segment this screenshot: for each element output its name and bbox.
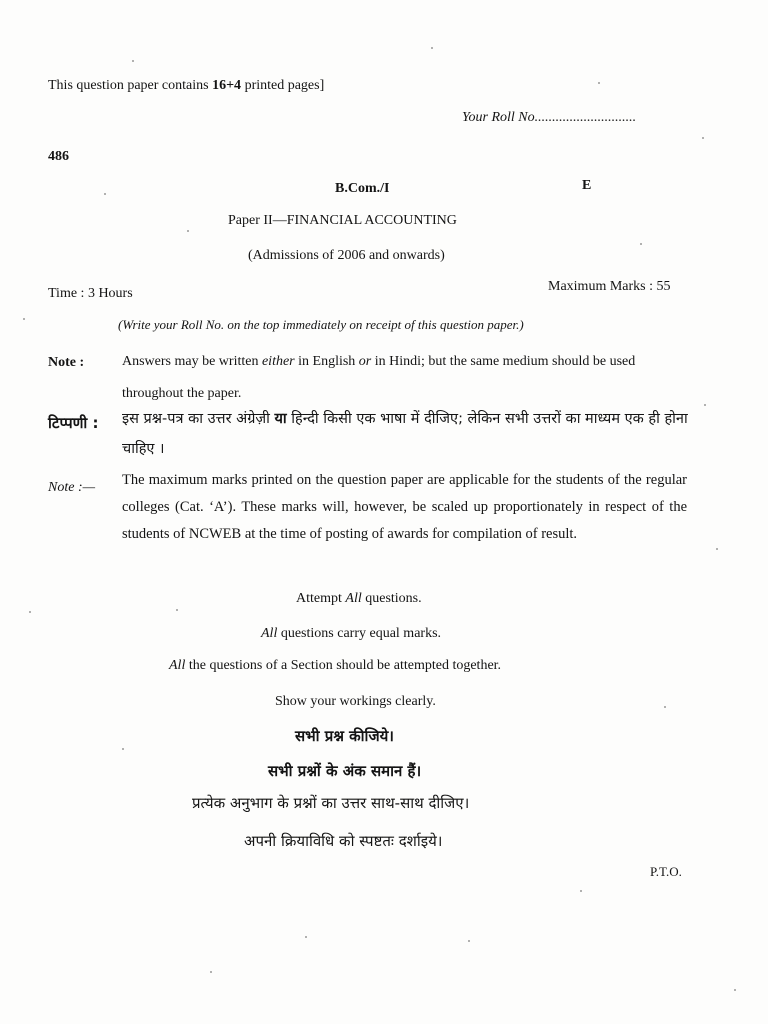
scan-speck (716, 548, 718, 550)
page-count-prefix: This question paper contains (48, 78, 213, 93)
attempt-text: questions. (361, 591, 422, 606)
scan-speck (305, 936, 307, 938)
page-count-number: 16+4 (212, 78, 242, 93)
page-count-suffix: printed pages] (241, 78, 325, 93)
scaling-note-label: Note :— (48, 480, 96, 495)
note-label: Note : (48, 355, 85, 370)
attempt-all-line (296, 591, 422, 607)
scan-speck (468, 940, 470, 942)
note-medium-text (122, 346, 692, 410)
section-together-line (169, 658, 501, 674)
course-name: B.Com./I (335, 181, 390, 196)
hindi-equal-marks-line: सभी प्रश्नों के अंक समान हैं। (268, 762, 422, 780)
roll-instruction: (Write your Roll No. on the top immediately on receipt of this question paper.) (118, 317, 524, 332)
note-text-part: Answers may be written (122, 354, 262, 369)
section-all-emph: All (169, 658, 186, 673)
scan-speck (431, 47, 433, 49)
hindi-note-text (122, 404, 702, 464)
scan-speck (702, 137, 704, 139)
scan-speck (23, 318, 25, 320)
note-text-part: in Hindi; but the same medium should be used throughout the paper. (122, 354, 636, 401)
paper-title: Paper II—FINANCIAL ACCOUNTING (228, 213, 457, 228)
admissions-note: (Admissions of 2006 and onwards) (248, 248, 445, 263)
equal-marks-text: questions carry equal marks. (277, 626, 442, 641)
scan-speck (187, 230, 189, 232)
paper-code: 486 (48, 149, 69, 164)
page-count-line (48, 78, 324, 94)
note-either: either (261, 354, 295, 369)
note-text-part: in English (294, 354, 359, 369)
hindi-show-workings-line: अपनी क्रियाविधि को स्पष्टतः दर्शाइये। (244, 832, 443, 850)
attempt-all-emph: All (345, 591, 362, 606)
attempt-text: Attempt (296, 591, 346, 606)
maximum-marks: Maximum Marks : 55 (548, 279, 671, 294)
hindi-note-part: हिन्दी किसी एक भाषा में दीजिए; लेकिन सभी उत्तरों का माध्यम एक ही होना चाहिए । (122, 411, 688, 457)
scan-speck (122, 748, 124, 750)
scan-speck (734, 989, 736, 991)
scaling-note-text: The maximum marks printed on the question paper are applicable for the students of the regular colleges (Cat. ‘A’). These marks will, however, be scaled up proportionately in respect of the students of NCWEB at the time of posting of awards for compilation of result. (122, 472, 687, 542)
scan-speck (664, 706, 666, 708)
scan-speck (640, 243, 642, 245)
hindi-note-ya: या (274, 411, 287, 427)
scan-speck (210, 971, 212, 973)
show-workings-line: Show your workings clearly. (275, 694, 436, 709)
scan-speck (580, 890, 582, 892)
note-or: or (358, 354, 372, 369)
scan-speck (598, 82, 600, 84)
equal-all-emph: All (261, 626, 278, 641)
hindi-note-part: इस प्रश्न-पत्र का उत्तर अंग्रेज़ी (122, 411, 275, 427)
please-turn-over: P.T.O. (650, 864, 682, 879)
scan-speck (104, 193, 106, 195)
hindi-section-together-line: प्रत्येक अनुभाग के प्रश्नों का उत्तर साथ-साथ दीजिए। (192, 794, 470, 812)
equal-marks-line (261, 626, 441, 642)
section-together-text: the questions of a Section should be attempted together. (185, 658, 502, 673)
hindi-attempt-all-line: सभी प्रश्न कीजिये। (295, 727, 394, 745)
scan-speck (132, 60, 134, 62)
set-code: E (582, 178, 592, 193)
scan-speck (29, 611, 31, 613)
hindi-note-label: टिप्पणी : (48, 414, 99, 432)
scan-speck (176, 609, 178, 611)
scan-speck (704, 404, 706, 406)
roll-number-field: Your Roll No............................. (462, 110, 637, 125)
time-allowed: Time : 3 Hours (48, 286, 133, 301)
